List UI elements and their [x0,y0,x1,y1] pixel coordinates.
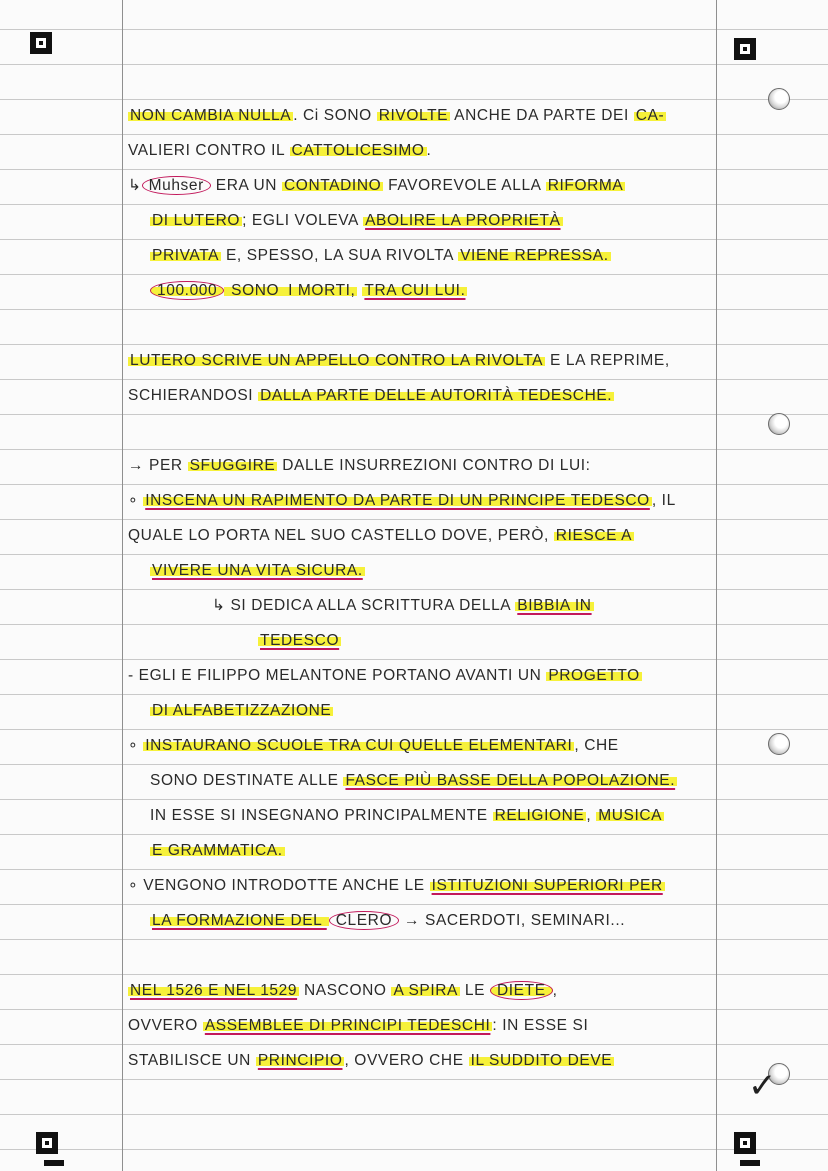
circled-word: Muhser [142,176,211,195]
note-line [128,658,748,693]
scan-strip-bottom-right [740,1160,760,1166]
highlight: SFUGGIRE [189,457,276,474]
highlight: CA- [635,107,665,124]
note-line [128,518,748,553]
scan-strip-bottom-left [44,1160,64,1166]
text: ∘ VENGONO INTRODOTTE ANCHE LE [128,877,430,894]
note-line [128,448,748,483]
text: : IN ESSE SI [492,1017,589,1034]
highlight: I MORTI, [288,282,356,299]
text: . Ci SONO [293,107,377,124]
highlight: TEDESCO [260,632,340,649]
note-line [128,798,748,833]
scan-corner-marker-bottom-left [36,1132,58,1154]
binder-hole [768,733,790,755]
text: , OVVERO CHE [344,1052,469,1069]
arrow-icon: ↳ [128,177,142,194]
handwritten-notes [128,98,748,1078]
highlight: RIVOLTE [378,107,449,124]
note-line [128,903,748,938]
highlight: RIESCE A [555,527,633,544]
highlight: CONTADINO [284,177,382,194]
highlight: PROGETTO [548,667,640,684]
highlight: ASSEMBLEE DI PRINCIPI TEDESCHI [204,1017,491,1034]
binder-hole [768,88,790,110]
note-line [128,553,748,588]
text: , IL [651,492,676,509]
text: DALLE INSURREZIONI CONTRO DI LUI: [277,457,591,474]
text: SONO DESTINATE ALLE [150,772,344,789]
text: ERA UN [210,177,283,194]
spacer [128,308,748,343]
text: OVVERO [128,1017,203,1034]
note-line [128,378,748,413]
text: , [586,807,597,824]
text: ANCHE DA PARTE DEI [450,107,634,124]
highlight: CATTOLICESIMO [291,142,425,159]
highlight: FASCE PIÙ BASSE DELLA POPOLAZIONE. [345,772,676,789]
note-line [128,98,748,133]
highlight: MUSICA [598,807,663,824]
checkmark-icon: ✓ [748,1066,777,1106]
spacer [128,413,748,448]
highlight: SONO [226,282,285,299]
circled-word: CLERO [329,911,399,930]
highlight: INSTAURANO SCUOLE TRA CUI QUELLE ELEMENTARI [145,737,573,754]
text: E, SPESSO, LA SUA RIVOLTA [221,247,459,264]
highlight: VIENE REPRESSA. [460,247,609,264]
note-line [128,868,748,903]
text: LE [460,982,490,999]
highlight: INSCENA UN RAPIMENTO DA PARTE DI UN PRINCIPE TEDESCO [145,492,650,509]
highlight: BIBBIA IN [517,597,592,614]
note-line [128,1008,748,1043]
text: → SACERDOTI, SEMINARI... [399,912,626,929]
text: → PER [128,457,188,474]
note-line [128,168,748,203]
text: . [426,142,432,159]
highlight: PRIVATA [152,247,220,264]
text: IN ESSE SI INSEGNANO PRINCIPALMENTE [150,807,493,824]
bullet: ∘ [128,737,144,754]
scan-corner-marker-top-left [30,32,52,54]
binder-hole [768,413,790,435]
highlight: DALLA PARTE DELLE AUTORITÀ TEDESCHE. [260,387,613,404]
note-line [128,833,748,868]
circled-word: DIETE [490,981,553,1000]
note-line [128,973,748,1008]
note-line [128,588,748,623]
highlight: RIFORMA [547,177,624,194]
text: QUALE LO PORTA NEL SUO CASTELLO DOVE, PERÒ, [128,527,554,544]
text: E LA REPRIME, [545,352,670,369]
note-line [128,273,748,308]
text: STABILISCE UN [128,1052,256,1069]
left-margin-line [122,0,123,1171]
highlight: ISTITUZIONI SUPERIORI PER [431,877,663,894]
scan-corner-marker-bottom-right [734,1132,756,1154]
highlight: ABOLIRE LA PROPRIETÀ [365,212,561,229]
text: , [552,982,558,999]
highlight: DI ALFABETIZZAZIONE [152,702,332,719]
highlight: RELIGIONE [494,807,585,824]
highlight: E GRAMMATICA. [152,842,283,859]
note-line [128,343,748,378]
highlight: VIVERE UNA VITA SICURA. [152,562,363,579]
highlight: LUTERO SCRIVE UN APPELLO CONTRO LA RIVOLTA [130,352,544,369]
text: ; EGLI VOLEVA [242,212,364,229]
text: , CHE [574,737,619,754]
text: FAVOREVOLE ALLA [383,177,546,194]
note-line [128,238,748,273]
highlight: TRA CUI LUI. [364,282,466,299]
highlight: A SPIRA [393,982,458,999]
scan-corner-marker-top-right [734,38,756,60]
spacer [128,938,748,973]
highlight: DI LUTERO [152,212,241,229]
circled-number: 100.000 [150,281,224,300]
text: ↳ SI DEDICA ALLA SCRITTURA DELLA [212,597,516,614]
text: VALIERI CONTRO IL [128,142,290,159]
text: - EGLI E FILIPPO MELANTONE PORTANO AVANTI UN [128,667,547,684]
bullet: ∘ [128,492,144,509]
note-line [128,623,748,658]
note-line [128,728,748,763]
highlight: NEL 1526 E NEL 1529 [130,982,298,999]
highlight: NON CAMBIA NULLA [130,107,292,124]
note-line [128,763,748,798]
note-line [128,1043,748,1078]
highlight: PRINCIPIO [257,1052,343,1069]
text: NASCONO [299,982,392,999]
highlight: IL SUDDITO DEVE [470,1052,613,1069]
note-line [128,483,748,518]
note-line [128,133,748,168]
note-line [128,203,748,238]
note-line [128,693,748,728]
highlight: LA FORMAZIONE DEL [152,912,327,929]
text: SCHIERANDOSI [128,387,259,404]
